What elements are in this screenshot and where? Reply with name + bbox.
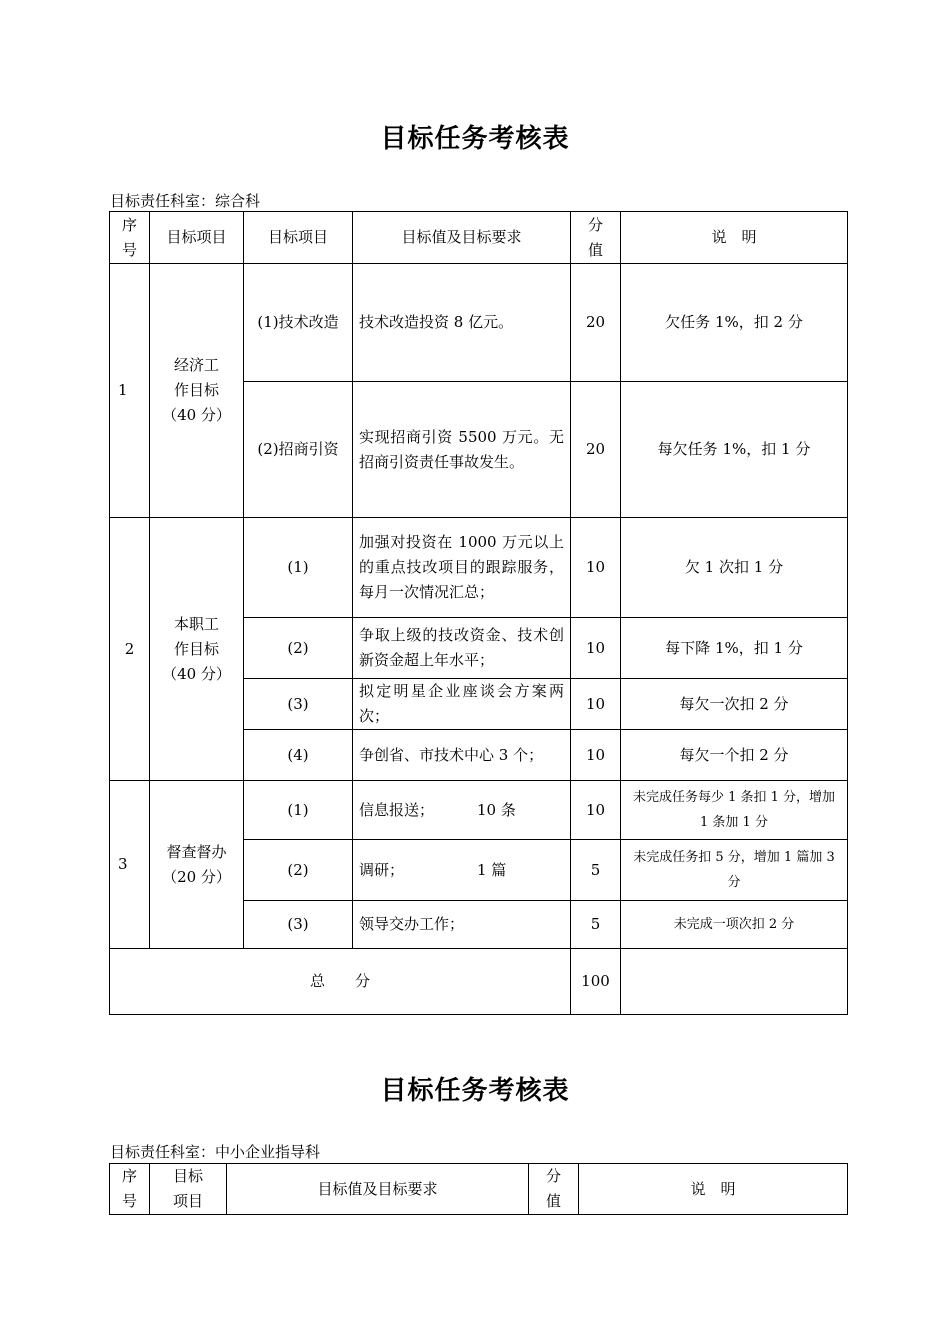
table-row (110, 518, 848, 618)
note: 未完成任务扣 5 分，增加 1 篇加 3 分 (621, 840, 848, 901)
group-number: 1 (110, 264, 150, 518)
group-number: 3 (110, 781, 150, 949)
sub-item: (4) (244, 730, 353, 781)
header-requirement: 目标值及目标要求 (227, 1164, 529, 1215)
header-seq: 序 号 (110, 1164, 150, 1215)
note: 未完成一项次扣 2 分 (621, 901, 848, 949)
responsible-department-second: 目标责任科室：中小企业指导科 (110, 1143, 321, 1161)
table-row (110, 264, 848, 382)
group-title: 督查督办 （20 分） (150, 781, 244, 949)
group-title: 本职工 作目标 （40 分） (150, 518, 244, 781)
header-target-subitem: 目标项目 (244, 212, 353, 264)
note: 欠 1 次扣 1 分 (621, 518, 848, 618)
header-note: 说 明 (621, 212, 848, 264)
sub-item: (1)技术改造 (244, 264, 353, 382)
total-note (621, 949, 848, 1015)
sub-item: (2) (244, 840, 353, 901)
score: 5 (571, 901, 621, 949)
requirement: 争创省、市技术中心 3 个； (353, 730, 571, 781)
requirement: 实现招商引资 5500 万元。无招商引资责任事故发生。 (353, 382, 571, 518)
score: 10 (571, 679, 621, 730)
sub-item: (3) (244, 901, 353, 949)
sub-item: (1) (244, 518, 353, 618)
header-score: 分 值 (529, 1164, 579, 1215)
page-title: 目标任务考核表 (380, 124, 570, 154)
table-header-row (110, 212, 848, 264)
total-label: 总 分 (110, 949, 571, 1015)
header-note: 说 明 (579, 1164, 848, 1215)
score: 20 (571, 264, 621, 382)
score: 10 (571, 781, 621, 840)
header-requirement: 目标值及目标要求 (353, 212, 571, 264)
sub-item: (3) (244, 679, 353, 730)
note: 每欠一次扣 2 分 (621, 679, 848, 730)
assessment-table (109, 211, 848, 1015)
score: 10 (571, 730, 621, 781)
header-seq: 序 号 (110, 212, 150, 264)
total-score: 100 (571, 949, 621, 1015)
score: 20 (571, 382, 621, 518)
score: 10 (571, 618, 621, 679)
requirement: 信息报送； 10 条 (353, 781, 571, 840)
page-title-second: 目标任务考核表 (380, 1076, 570, 1106)
sub-item: (2) (244, 618, 353, 679)
table-row (110, 781, 848, 840)
group-title: 经济工 作目标 （40 分） (150, 264, 244, 518)
requirement: 争取上级的技改资金、技术创新资金超上年水平； (353, 618, 571, 679)
header-target-item: 目标项目 (150, 212, 244, 264)
requirement: 技术改造投资 8 亿元。 (353, 264, 571, 382)
group-number: 2 (110, 518, 150, 781)
note: 每欠任务 1%，扣 1 分 (621, 382, 848, 518)
note: 欠任务 1%，扣 2 分 (621, 264, 848, 382)
header-target-item: 目标 项目 (150, 1164, 227, 1215)
sub-item: (1) (244, 781, 353, 840)
requirement: 调研； 1 篇 (353, 840, 571, 901)
header-score: 分 值 (571, 212, 621, 264)
requirement: 拟定明星企业座谈会方案两次； (353, 679, 571, 730)
requirement: 加强对投资在 1000 万元以上的重点技改项目的跟踪服务，每月一次情况汇总； (353, 518, 571, 618)
note: 每下降 1%，扣 1 分 (621, 618, 848, 679)
assessment-table-second (109, 1163, 848, 1215)
note: 每欠一个扣 2 分 (621, 730, 848, 781)
score: 10 (571, 518, 621, 618)
total-row (110, 949, 848, 1015)
score: 5 (571, 840, 621, 901)
responsible-department: 目标责任科室：综合科 (110, 192, 261, 210)
requirement: 领导交办工作； (353, 901, 571, 949)
sub-item: (2)招商引资 (244, 382, 353, 518)
note: 未完成任务每少 1 条扣 1 分，增加 1 条加 1 分 (621, 781, 848, 840)
table-header-row (110, 1164, 848, 1215)
